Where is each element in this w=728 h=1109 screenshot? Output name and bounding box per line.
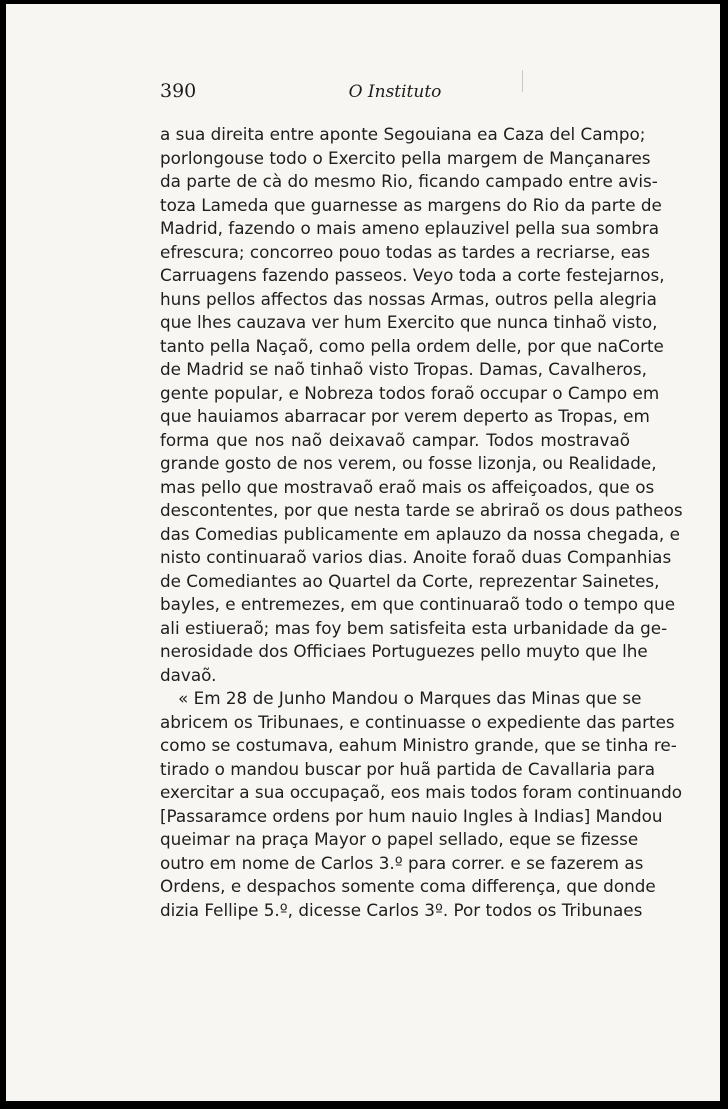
text-line: [Passaramce ordens por hum nauio Ingles à Indias] Mandou [160,805,663,826]
text-line: ali estiueraõ; mas foy bem satisfeita esta urbanidade da ge- [160,617,668,638]
text-line: queimar na praça Mayor o papel sellado, eque se fizesse [160,829,639,849]
text-line: tirado o mandou buscar por huã partida de Cavallaria para [160,758,656,779]
text-line: descontentes, por que nesta tarde se abriraõ os dous patheos [160,500,683,520]
page-number: 390 [160,80,197,102]
text-line: gente popular, e Nobreza todos foraõ occupar o Campo em [160,382,660,403]
text-line: tanto pella Naçaõ, como pella ordem delle, por que naCorte [160,335,664,356]
text-line: das Comedias publicamente em aplauzo da nossa chegada, e [160,523,680,544]
running-title: O Instituto [348,82,442,102]
text-line: Carruagens fazendo passeos. Veyo toda a corte festejarnos, [160,265,665,285]
text-line: forma que nos naõ deixavaõ campar. Todos mostravaõ [160,429,630,450]
text-line: que hauiamos abarracar por verem deperto as Tropas, em [160,406,650,426]
text-line: bayles, e entremezes, em que continuaraõ todo o tempo que [160,594,676,614]
text-line: porlongouse todo o Exercito pella margem de Mançanares [160,147,651,168]
text-line: Ordens, e despachos somente coma differença, que donde [160,876,656,896]
text-line: da parte de cà do mesmo Rio, ficando campado entre avis- [160,171,658,191]
text-line: mas pello que mostravaõ eraõ mais os affeiçoados, que os [160,476,655,497]
text-line: nisto continuaraõ varios dias. Anoite foraõ duas Companhias [160,547,672,567]
text-line: Madrid, fazendo o mais ameno eplauzivel pella sua sombra [160,218,660,238]
body-text [160,123,683,922]
book-page [6,4,720,1101]
text-line-paragraph-start: « Em 28 de Junho Mandou o Marques das Minas que se [178,688,642,708]
text-line-paragraph-end: davaõ. [160,664,217,685]
text-line: toza Lameda que guarnesse as margens do Rio da parte de [160,194,662,215]
text-line: huns pellos affectos das nossas Armas, outros pella alegria [160,288,657,309]
text-line: que lhes cauzava ver hum Exercito que nunca tinhaõ visto, [160,312,658,332]
page-header [160,80,630,108]
text-line: exercitar a sua occupaçaõ, eos mais todos foram continuando [160,782,683,802]
text-line: como se costumava, eahum Ministro grande, que se tinha re- [160,735,677,755]
text-line: abricem os Tribunaes, e continuasse o expediente das partes [160,711,675,732]
text-line: grande gosto de nos verem, ou fosse lizonja, ou Realidade, [160,453,657,473]
text-line: nerosidade dos Officiaes Portuguezes pello muyto que lhe [160,641,648,661]
text-line: outro em nome de Carlos 3.º para correr. e se fazerem as [160,852,644,873]
text-line: de Madrid se naõ tinhaõ visto Tropas. Damas, Cavalheros, [160,359,647,379]
text-line: dizia Fellipe 5.º, dicesse Carlos 3º. Por todos os Tribunaes [160,899,643,920]
text-line: a sua direita entre aponte Segouiana ea Caza del Campo; [160,124,646,144]
text-line: de Comediantes ao Quartel da Corte, reprezentar Sainetes, [160,570,660,591]
text-line: efrescura; concorreo pouo todas as tardes a recriarse, eas [160,241,650,262]
